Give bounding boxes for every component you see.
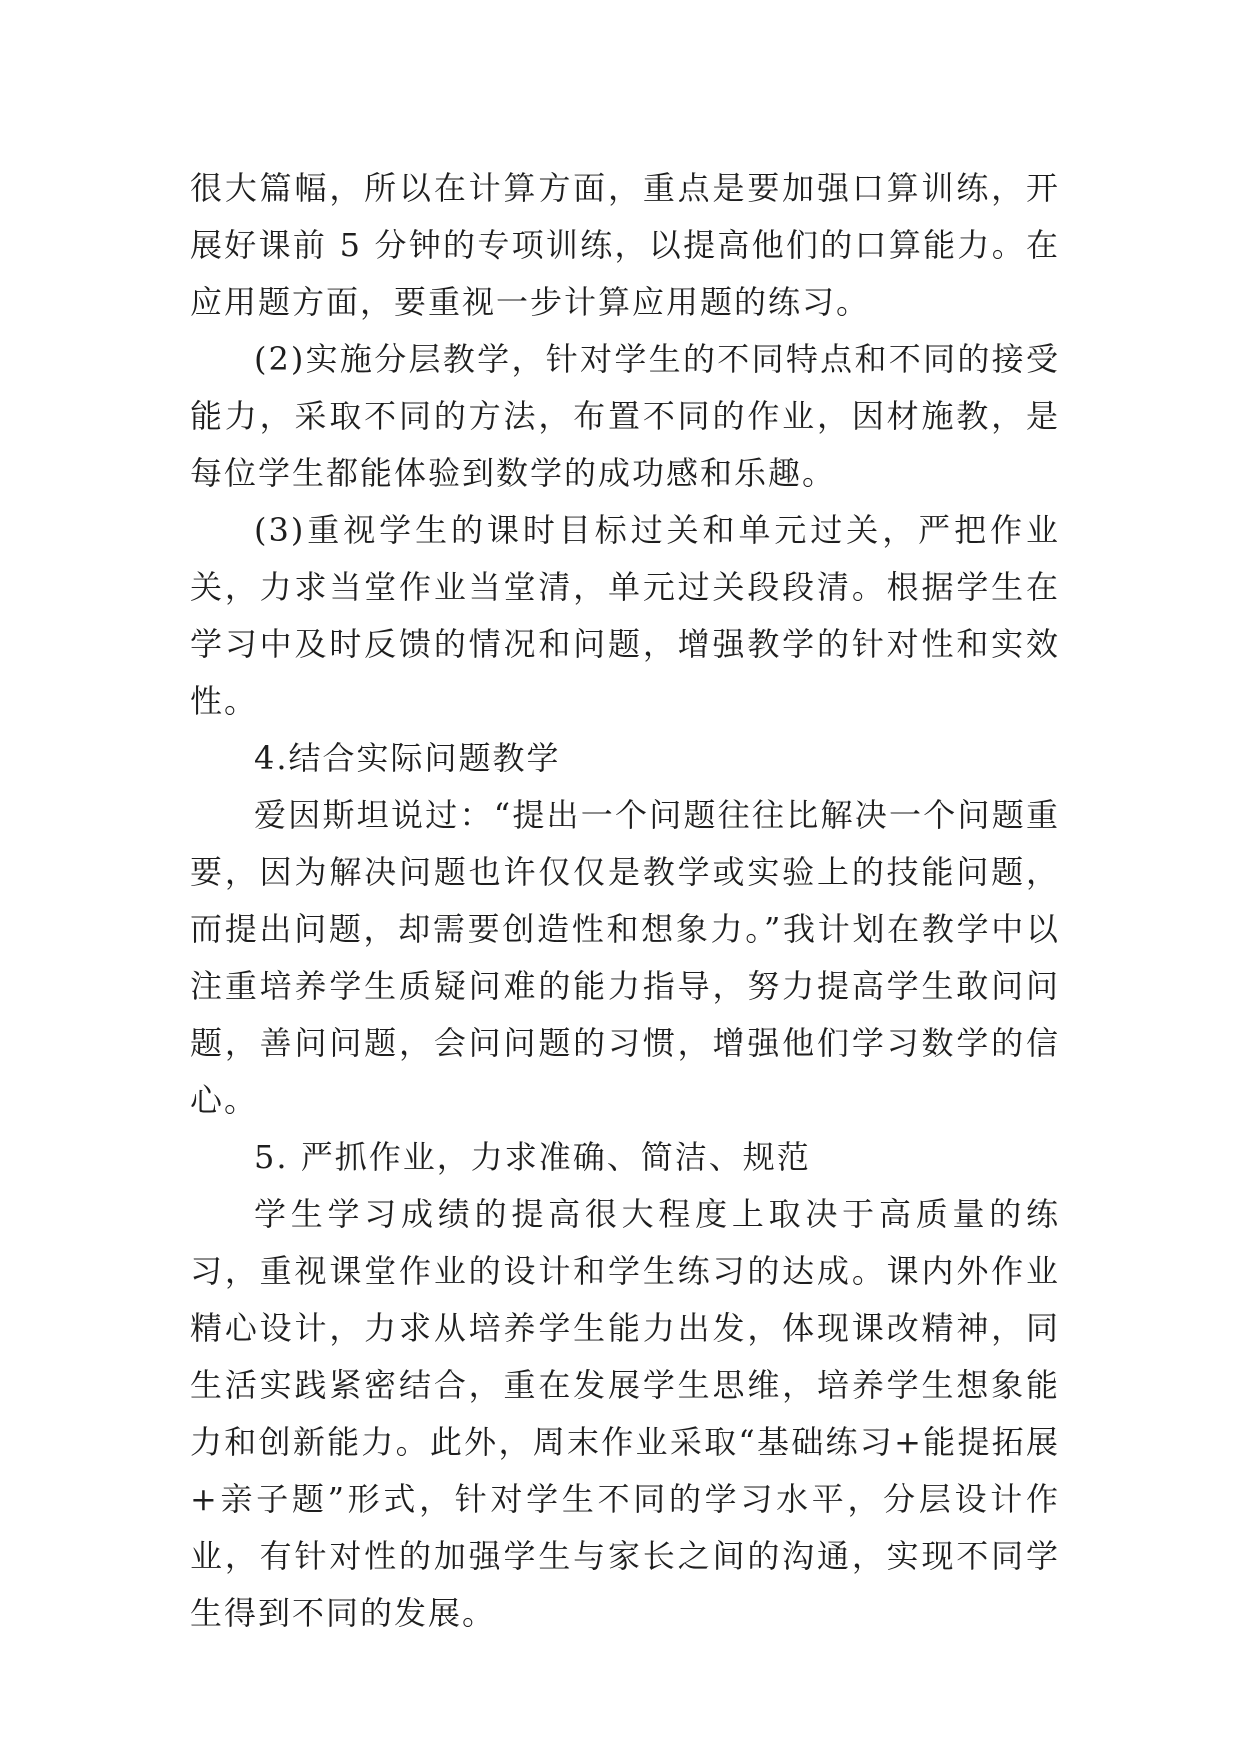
document-body xyxy=(190,160,1060,1642)
paragraph-item-2: (2)实施分层教学，针对学生的不同特点和不同的接受能力，采取不同的方法，布置不同的作业，因材施教，是每位学生都能体验到数学的成功感和乐趣。 xyxy=(190,340,1060,492)
section-heading-5: 5. 严抓作业，力求准确、简洁、规范 xyxy=(254,1138,811,1176)
paragraph-item-3: (3)重视学生的课时目标过关和单元过关，严把作业关，力求当堂作业当堂清，单元过关段段清。根据学生在学习中及时反馈的情况和问题，增强教学的针对性和实效性。 xyxy=(190,511,1060,720)
section-heading-4: 4.结合实际问题教学 xyxy=(254,739,561,777)
paragraph-continuation: 很大篇幅，所以在计算方面，重点是要加强口算训练，开展好课前 5 分钟的专项训练，以提高他们的口算能力。在应用题方面，要重视一步计算应用题的练习。 xyxy=(190,169,1060,321)
paragraph-einstein-quote: 爱因斯坦说过：“提出一个问题往往比解决一个问题重要，因为解决问题也许仅仅是教学或实验上的技能问题，而提出问题，却需要创造性和想象力。”我计划在教学中以注重培养学生质疑问难的能力指导，努力提高学生敢问问题，善问问题，会问问题的习惯，增强他们学习数学的信心。 xyxy=(190,796,1060,1119)
paragraph-homework: 学生学习成绩的提高很大程度上取决于高质量的练习，重视课堂作业的设计和学生练习的达成。课内外作业精心设计，力求从培养学生能力出发，体现课改精神，同生活实践紧密结合，重在发展学生思维，培养学生想象能力和创新能力。此外，周末作业采取“基础练习+能提拓展+亲子题”形式，针对学生不同的学习水平，分层设计作业，有针对性的加强学生与家长之间的沟通，实现不同学生得到不同的发展。 xyxy=(190,1195,1060,1632)
